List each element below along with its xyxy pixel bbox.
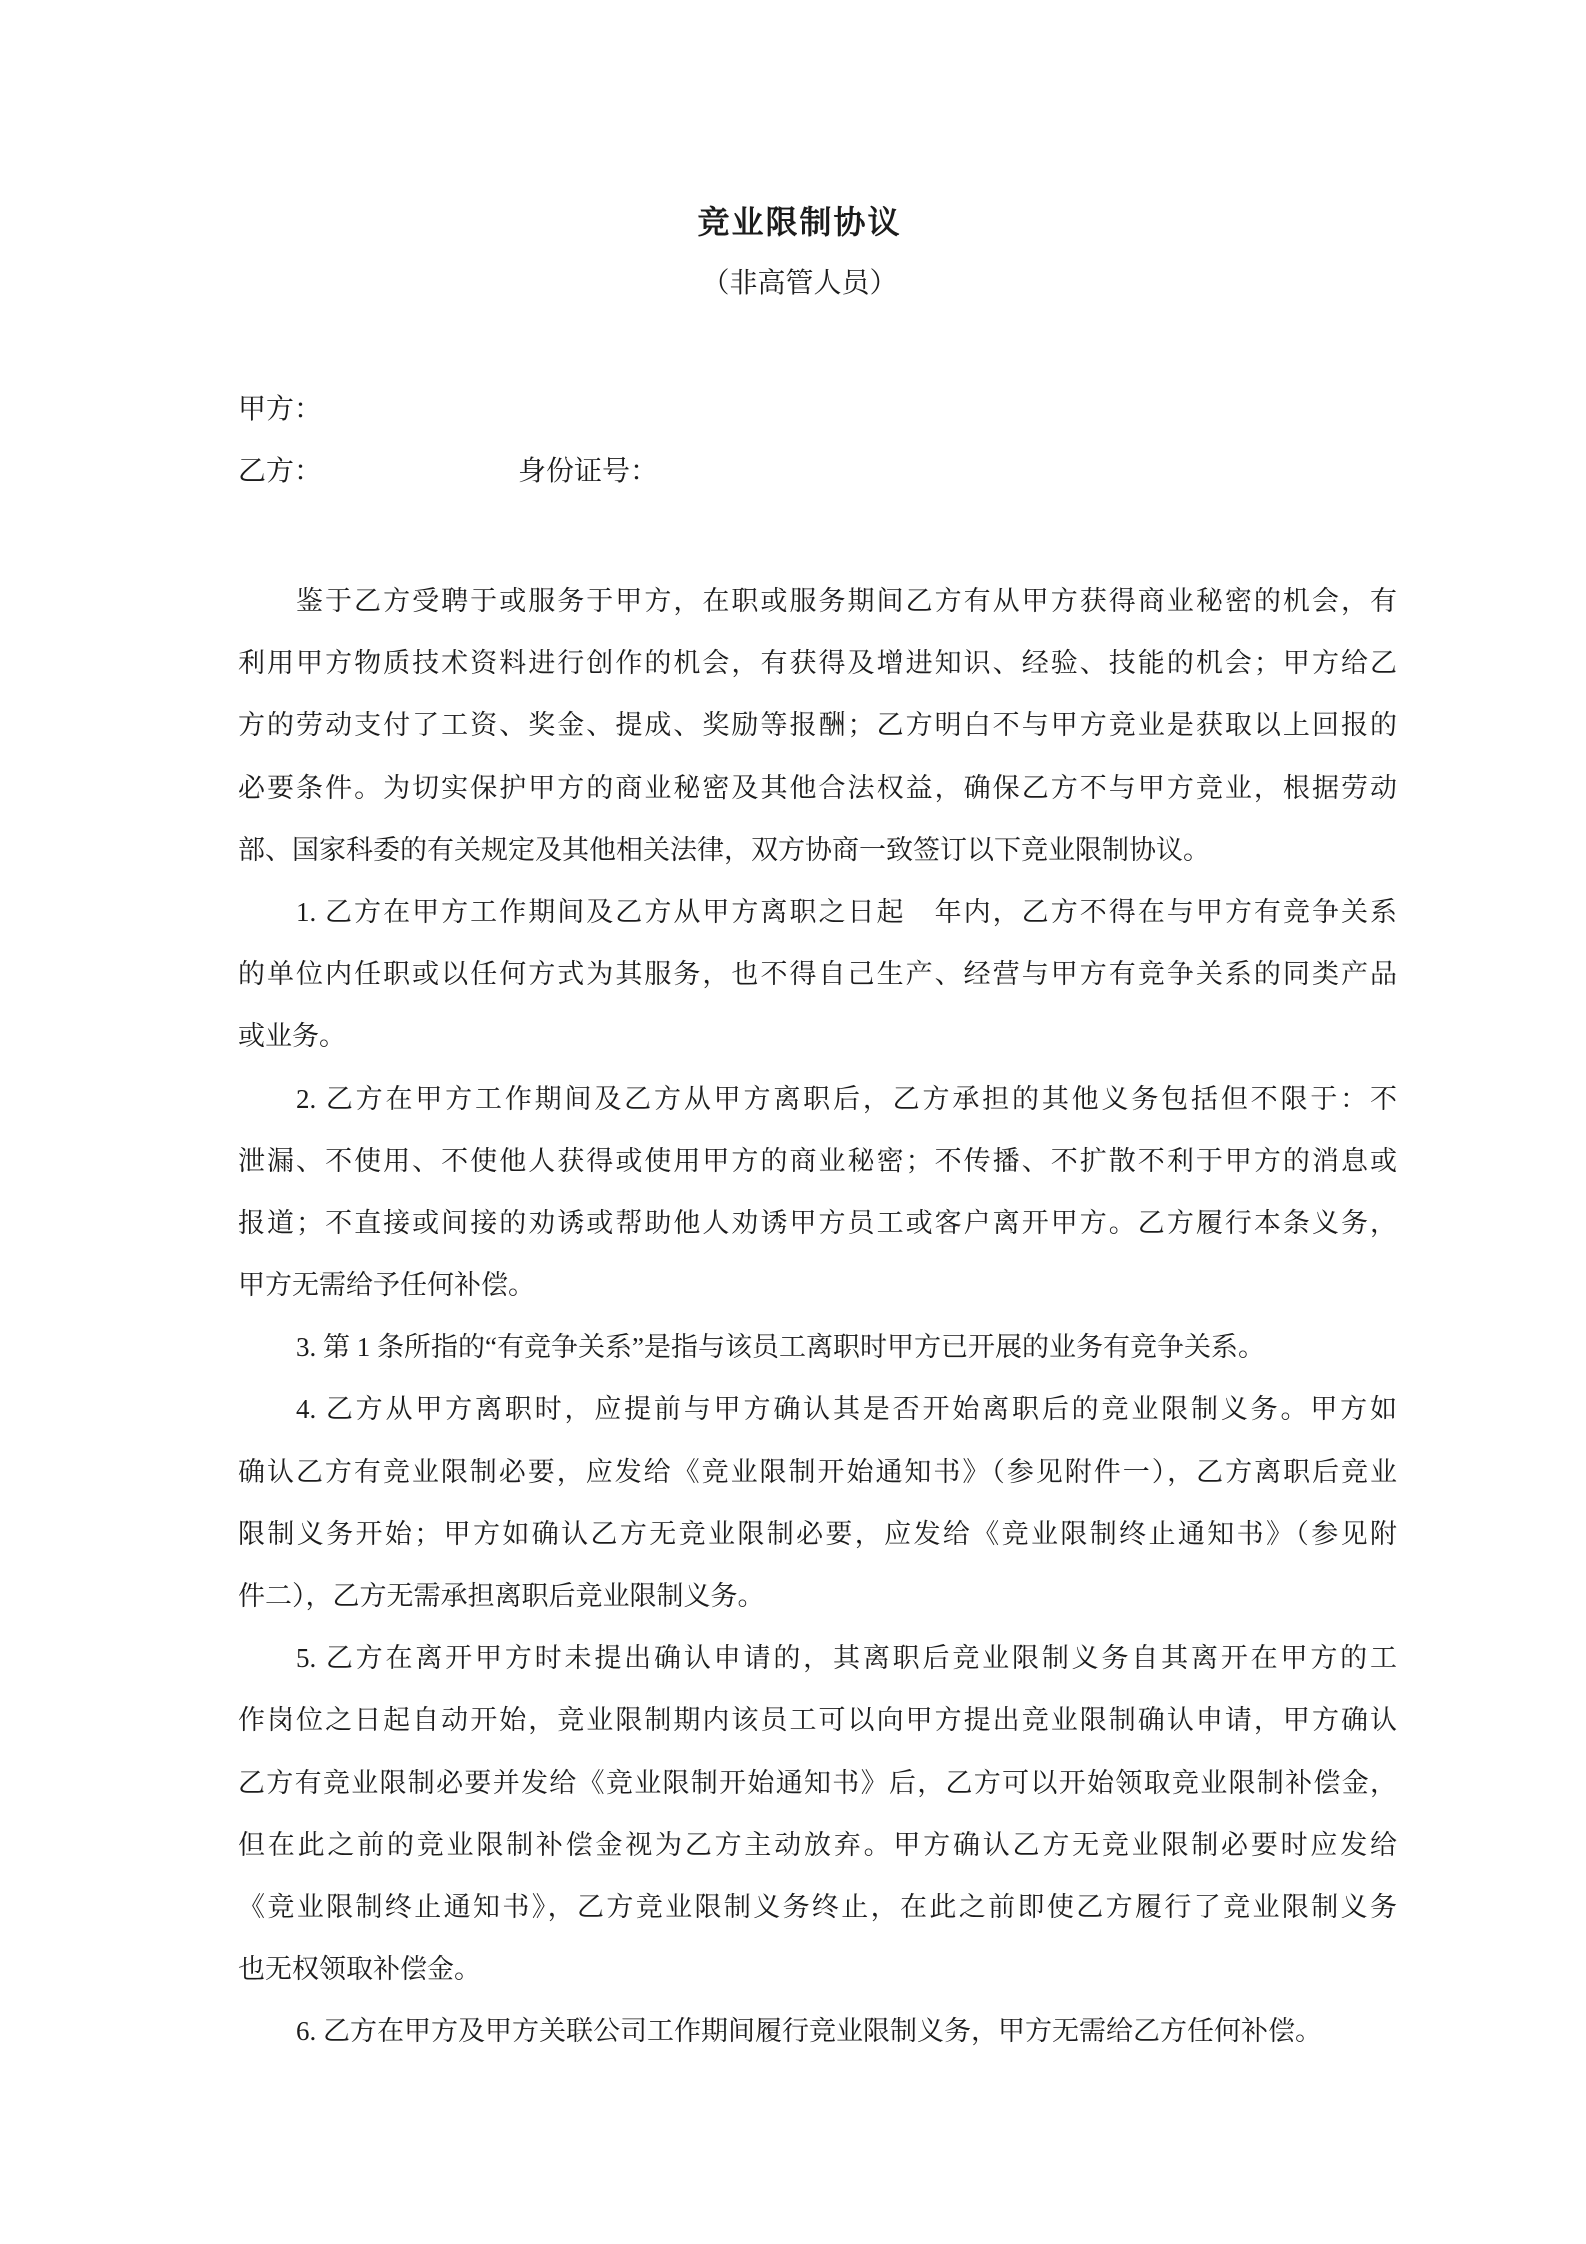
- clause-5-line-3: 乙方有竞业限制必要并发给《竞业限制开始通知书》后，乙方可以开始领取竞业限制补偿金，: [238, 1767, 1397, 1798]
- clause-2-line-3: 报道；不直接或间接的劝诱或帮助他人劝诱甲方员工或客户离开甲方。乙方履行本条义务，: [238, 1207, 1397, 1238]
- clause-2-line-1: 2. 乙方在甲方工作期间及乙方从甲方离职后，乙方承担的其他义务包括但不限于：不: [296, 1083, 1397, 1114]
- clause-4-line-1: 4. 乙方从甲方离职时，应提前与甲方确认其是否开始离职后的竞业限制义务。甲方如: [296, 1394, 1397, 1425]
- party-a-label: 甲方：: [238, 394, 323, 425]
- id-number-label: 身份证号：: [518, 456, 659, 487]
- clause-6-line-1: 6. 乙方在甲方及甲方关联公司工作期间履行竞业限制义务，甲方无需给乙方任何补偿。: [296, 2016, 1322, 2047]
- preamble-line-3: 方的劳动支付了工资、奖金、提成、奖励等报酬；乙方明白不与甲方竞业是获取以上回报的: [238, 710, 1397, 741]
- clause-5-line-5: 《竞业限制终止通知书》，乙方竞业限制义务终止，在此之前即使乙方履行了竞业限制义务: [238, 1891, 1397, 1922]
- party-b-row: [238, 441, 1397, 503]
- preamble-line-2: 利用甲方物质技术资料进行创作的机会，有获得及增进知识、经验、技能的机会；甲方给乙: [238, 648, 1397, 679]
- clause-5-line-1: 5. 乙方在离开甲方时未提出确认申请的，其离职后竞业限制义务自其离开在甲方的工: [296, 1643, 1397, 1674]
- clause-4-line-2: 确认乙方有竞业限制必要，应发给《竞业限制开始通知书》（参见附件一），乙方离职后竞业: [238, 1456, 1397, 1487]
- preamble-line-1: 鉴于乙方受聘于或服务于甲方，在职或服务期间乙方有从甲方获得商业秘密的机会，有: [296, 586, 1397, 616]
- clause-5-line-6: 也无权领取补偿金。: [238, 1954, 481, 1985]
- clause-1-line-1: 1. 乙方在甲方工作期间及乙方从甲方离职之日起 年内，乙方不得在与甲方有竞争关系: [296, 896, 1397, 927]
- clause-2-line-2: 泄漏、不使用、不使他人获得或使用甲方的商业秘密；不传播、不扩散不利于甲方的消息或: [238, 1145, 1397, 1176]
- document-body: [238, 570, 1397, 2063]
- clause-4-line-3: 限制义务开始；甲方如确认乙方无竞业限制必要，应发给《竞业限制终止通知书》（参见附: [238, 1518, 1397, 1549]
- preamble-line-4: 必要条件。为切实保护甲方的商业秘密及其他合法权益，确保乙方不与甲方竞业，根据劳动: [238, 772, 1397, 803]
- document-content: [238, 200, 1397, 2063]
- clause-1-line-3: 或业务。: [238, 1021, 346, 1052]
- document-subtitle: （非高管人员）: [701, 268, 898, 299]
- document-title: 竞业限制协议: [697, 204, 902, 240]
- clause-5-line-4: 但在此之前的竞业限制补偿金视为乙方主动放弃。甲方确认乙方无竞业限制必要时应发给: [238, 1829, 1397, 1860]
- preamble-line-5: 部、国家科委的有关规定及其他相关法律，双方协商一致签订以下竞业限制协议。: [238, 834, 1210, 865]
- clause-1-line-2: 的单位内任职或以任何方式为其服务，也不得自己生产、经营与甲方有竞争关系的同类产品: [238, 959, 1397, 990]
- clause-4-line-4: 件二），乙方无需承担离职后竞业限制义务。: [238, 1581, 765, 1611]
- clause-2-line-4: 甲方无需给予任何补偿。: [238, 1270, 535, 1301]
- party-b-label: 乙方：: [238, 456, 323, 487]
- party-a-row: [238, 379, 1397, 441]
- clause-5-line-2: 作岗位之日起自动开始，竞业限制期内该员工可以向甲方提出竞业限制确认申请，甲方确认: [238, 1705, 1397, 1736]
- clause-3-line-1: 3. 第 1 条所指的“有竞争关系”是指与该员工离职时甲方已开展的业务有竞争关系。: [296, 1332, 1265, 1363]
